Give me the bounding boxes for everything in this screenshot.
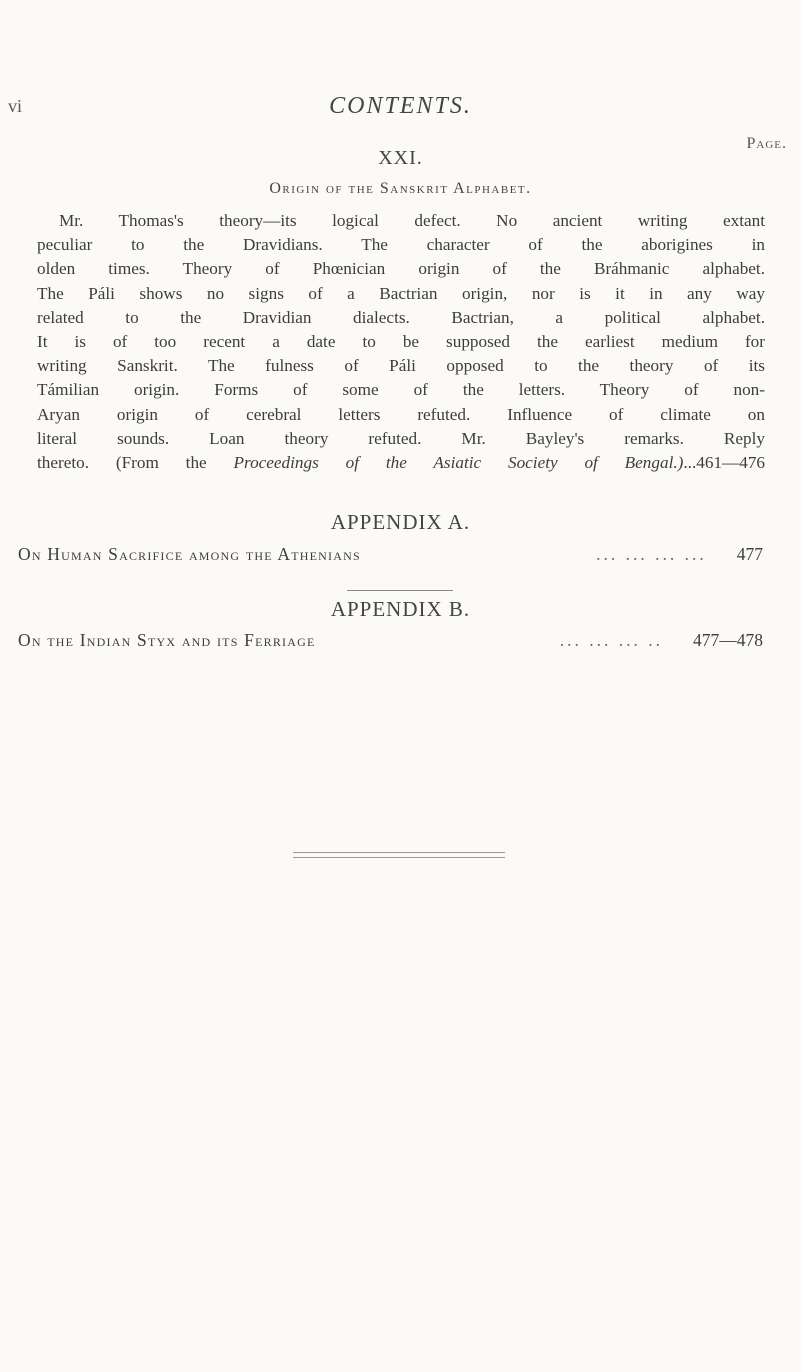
chapter-summary (37, 209, 765, 475)
appendix-b-entry (18, 630, 763, 651)
chapter-number: XXI. (378, 147, 423, 169)
appendix-b-pages: 477—478 (693, 630, 763, 650)
summary-last-prefix: thereto. (From the (37, 453, 234, 473)
page-column-label: Page. (746, 135, 787, 152)
summary-line: writing Sanskrit. The fulness of Páli opposed to the theory of its (37, 356, 765, 376)
summary-line: It is of too recent a date to be supposed the earliest medium for (37, 332, 765, 352)
summary-line: Támilian origin. Forms of some of the letters. Theory of non- (37, 380, 765, 400)
summary-line: Mr. Thomas's theory—its logical defect. No ancient writing extant (59, 211, 765, 230)
chapter-title: Origin of the Sanskrit Alphabet. (269, 180, 532, 197)
summary-line: Aryan origin of cerebral letters refuted. Influence of climate on (37, 404, 765, 424)
summary-page-range: ...461—476 (683, 453, 765, 473)
summary-line: The Páli shows no signs of a Bactrian origin, nor is it in any way (37, 283, 765, 303)
summary-last-line (37, 451, 765, 475)
appendix-a-heading: APPENDIX A. (330, 510, 471, 534)
end-rule-top (293, 852, 505, 853)
appendix-b-leader: ... ... ... .. (559, 630, 663, 650)
appendix-b-heading: APPENDIX B. (330, 597, 471, 621)
running-title: CONTENTS. (329, 93, 472, 119)
end-rule-bottom (293, 857, 505, 858)
summary-line: related to the Dravidian dialects. Bactrian, a political alphabet. (37, 307, 765, 327)
summary-line: peculiar to the Dravidians. The character of the aborigines in (37, 235, 765, 255)
page-number: vi (8, 96, 23, 116)
summary-line: literal sounds. Loan theory refuted. Mr. Bayley's remarks. Reply (37, 428, 765, 448)
summary-line: olden times. Theory of Phœnician origin of the Bráhmanic alphabet. (37, 259, 765, 279)
appendix-a-title: On Human Sacrifice among the Athenians (18, 544, 361, 564)
appendix-a-leader: ... ... ... ... (596, 544, 707, 564)
separator-rule (347, 590, 453, 591)
appendix-a-entry (18, 544, 763, 565)
summary-source-title: Proceedings of the Asiatic Society of Bengal.) (233, 453, 684, 473)
appendix-a-pages: 477 (736, 544, 763, 564)
appendix-b-title: On the Indian Styx and its Ferriage (18, 630, 316, 650)
